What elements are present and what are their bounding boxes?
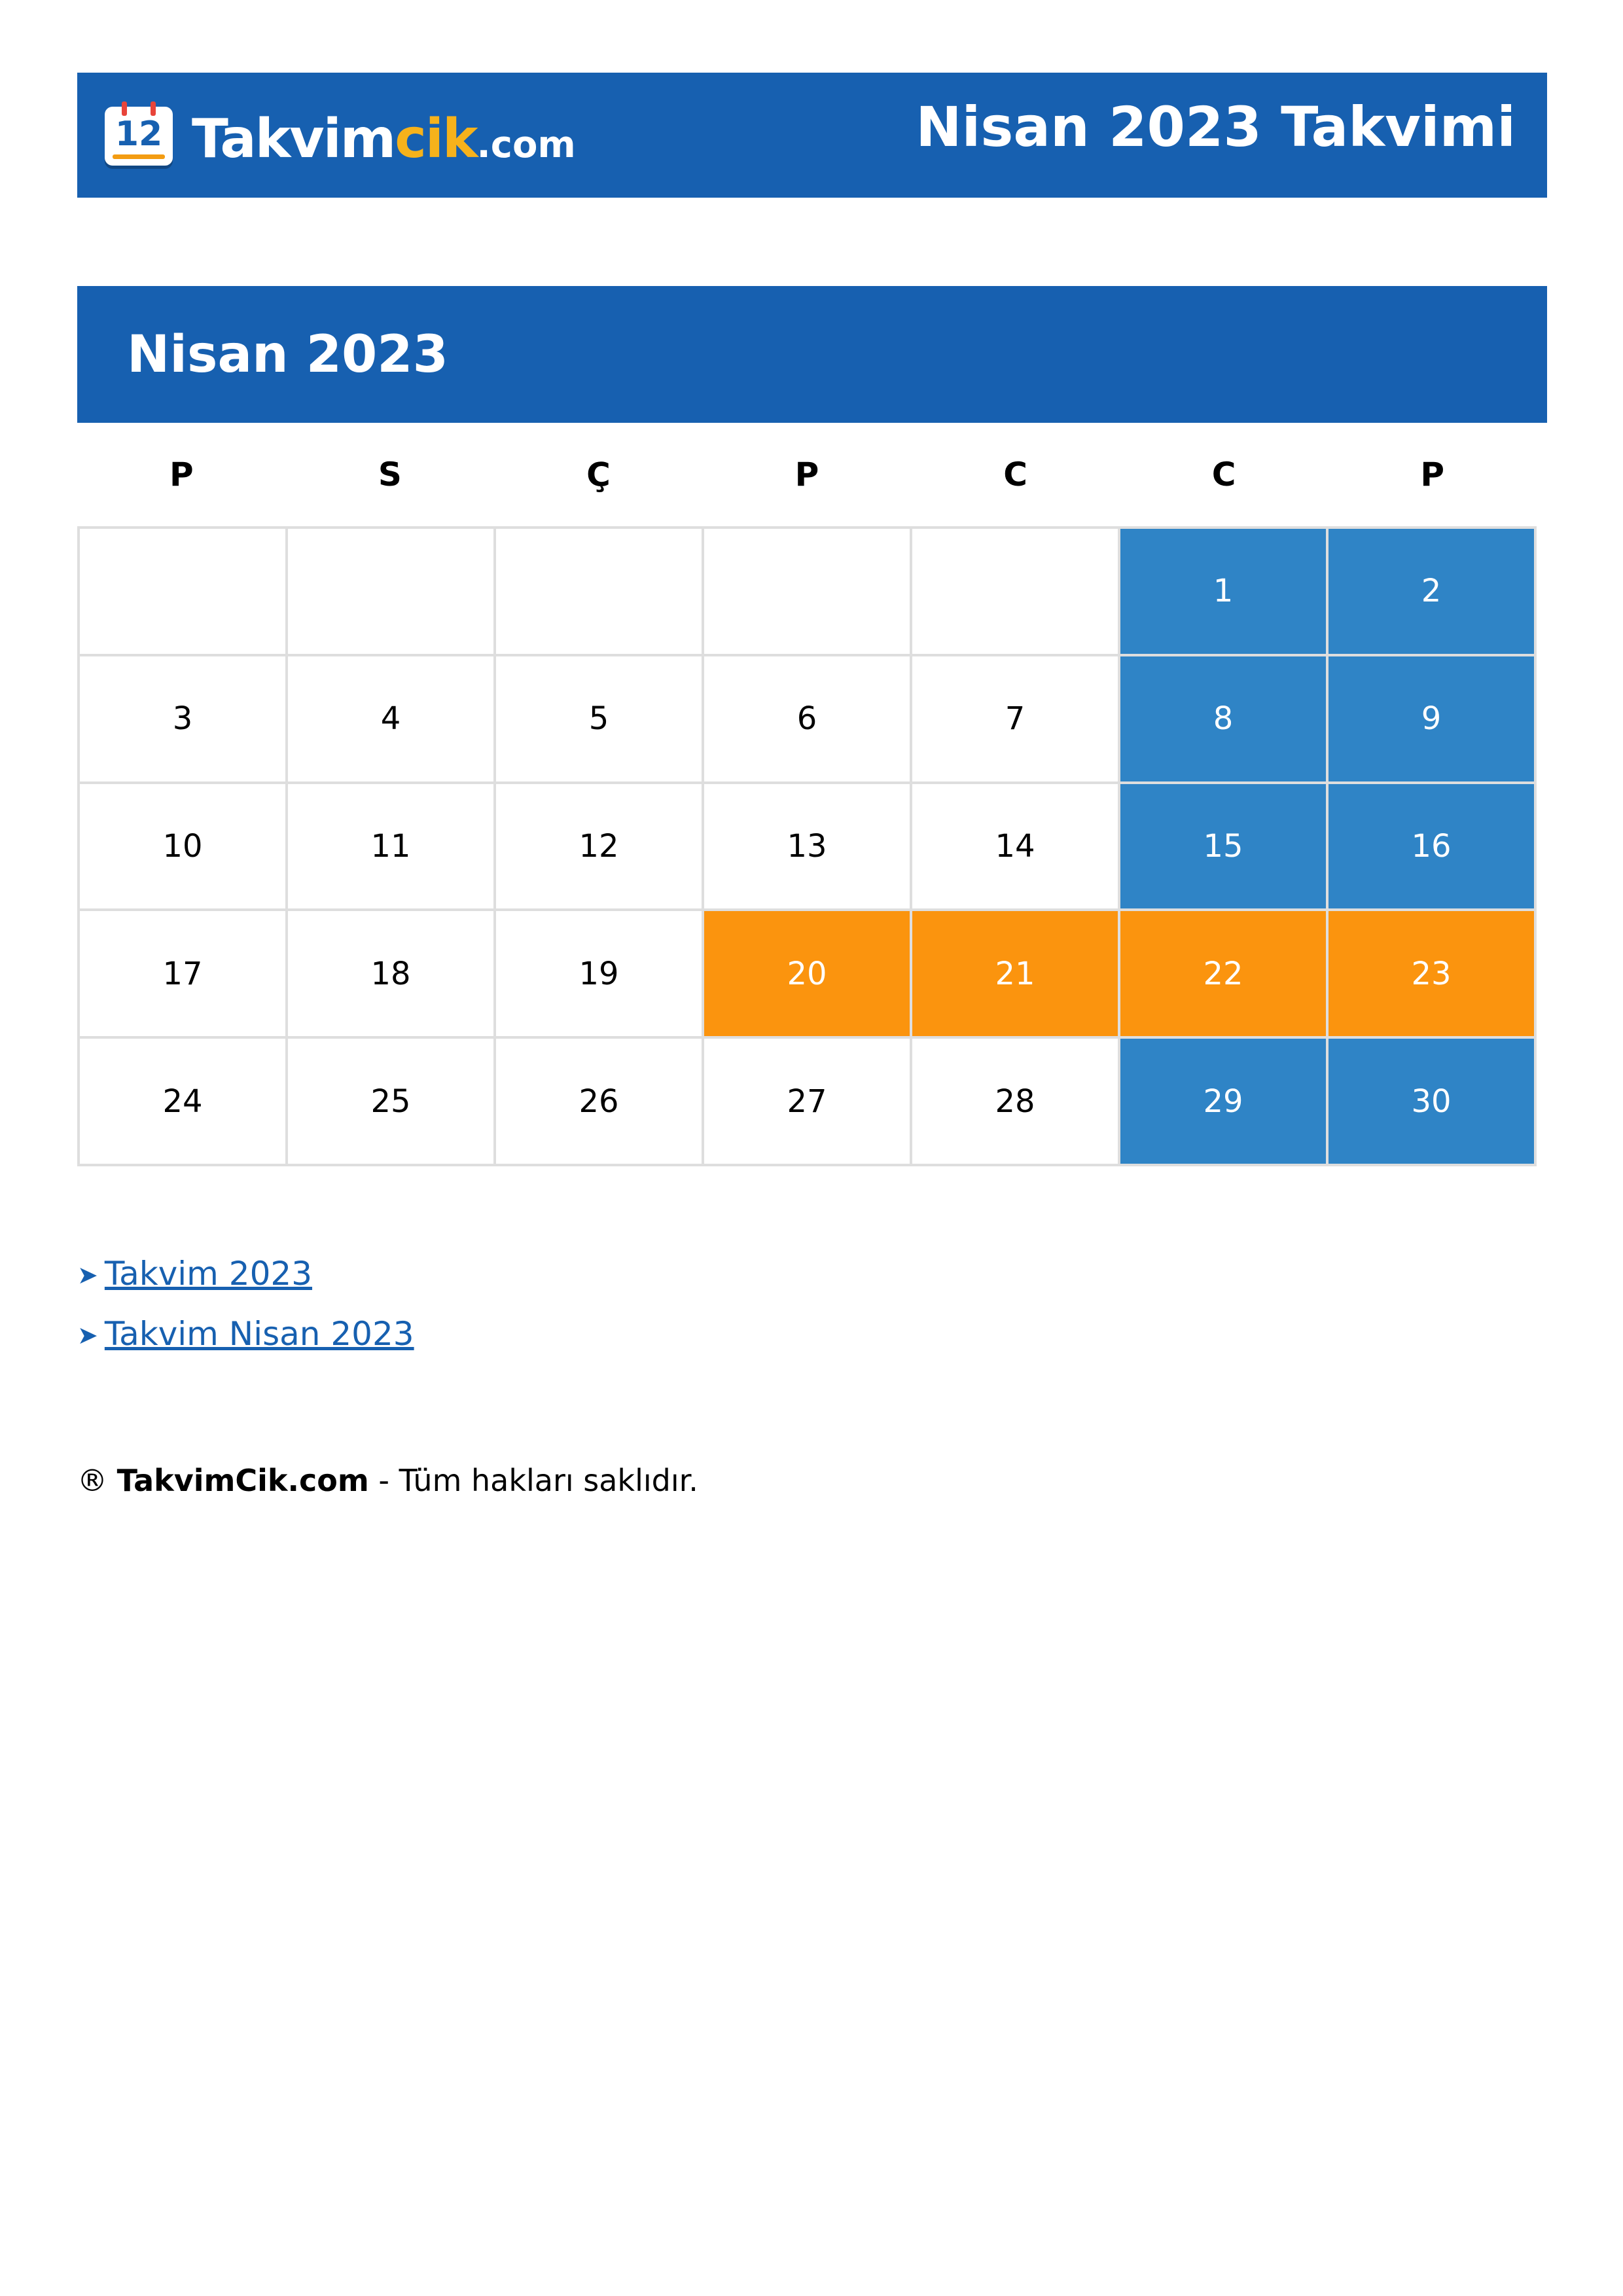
- month-banner: [77, 286, 1547, 423]
- weekday-label: P: [169, 456, 194, 493]
- empty-day-cell: [288, 529, 496, 656]
- day-cell[interactable]: 23: [1329, 911, 1537, 1039]
- empty-day-cell: [704, 529, 912, 656]
- day-cell[interactable]: 29: [1120, 1039, 1329, 1166]
- day-cell[interactable]: 13: [704, 784, 912, 912]
- day-cell[interactable]: 24: [80, 1039, 288, 1166]
- link-1[interactable]: Takvim 2023: [104, 1255, 313, 1293]
- day-cell[interactable]: 12: [496, 784, 704, 912]
- logo-text-accent: cik: [395, 108, 477, 170]
- calendar-grid: [77, 526, 1537, 1166]
- weekday-label: P: [794, 456, 819, 493]
- footer-text: - Tüm hakları saklıdır.: [378, 1463, 698, 1498]
- day-cell[interactable]: 2: [1329, 529, 1537, 656]
- arrow-icon: ➤: [77, 1321, 98, 1350]
- link-item: [77, 1244, 414, 1304]
- logo-text-tld: .com: [476, 124, 576, 166]
- day-cell[interactable]: 19: [496, 911, 704, 1039]
- day-cell[interactable]: 15: [1120, 784, 1329, 912]
- calendar-ring-right: [151, 101, 156, 116]
- day-cell[interactable]: 22: [1120, 911, 1329, 1039]
- site-logo[interactable]: [192, 107, 576, 172]
- day-cell[interactable]: 20: [704, 911, 912, 1039]
- day-cell[interactable]: 7: [912, 656, 1120, 784]
- day-cell[interactable]: 27: [704, 1039, 912, 1166]
- weekday-header-row: [77, 445, 1537, 504]
- related-links: [77, 1244, 414, 1364]
- day-cell[interactable]: 5: [496, 656, 704, 784]
- empty-day-cell: [912, 529, 1120, 656]
- logo-text-main: Takvim: [192, 108, 395, 170]
- page-title: Nisan 2023 Takvimi: [916, 95, 1516, 159]
- day-cell[interactable]: 11: [288, 784, 496, 912]
- weekday-label: C: [1211, 456, 1236, 493]
- day-cell[interactable]: 26: [496, 1039, 704, 1166]
- day-cell[interactable]: 10: [80, 784, 288, 912]
- day-cell[interactable]: 14: [912, 784, 1120, 912]
- registered-symbol: ®: [77, 1463, 107, 1498]
- day-cell[interactable]: 4: [288, 656, 496, 784]
- link-item: [77, 1304, 414, 1364]
- month-title: Nisan 2023: [127, 325, 448, 384]
- link-2[interactable]: Takvim Nisan 2023: [104, 1315, 414, 1353]
- calendar-ring-left: [122, 101, 127, 116]
- day-cell[interactable]: 1: [1120, 529, 1329, 656]
- day-cell[interactable]: 8: [1120, 656, 1329, 784]
- weekday-label: S: [378, 456, 402, 493]
- arrow-icon: ➤: [77, 1261, 98, 1289]
- site-header: [77, 73, 1547, 198]
- weekday-label: P: [1420, 456, 1445, 493]
- empty-day-cell: [496, 529, 704, 656]
- calendar-logo-icon[interactable]: [105, 107, 173, 166]
- day-cell[interactable]: 25: [288, 1039, 496, 1166]
- day-cell[interactable]: 9: [1329, 656, 1537, 784]
- day-cell[interactable]: 18: [288, 911, 496, 1039]
- footer: [77, 1454, 698, 1507]
- day-cell[interactable]: 30: [1329, 1039, 1537, 1166]
- empty-day-cell: [80, 529, 288, 656]
- day-cell[interactable]: 3: [80, 656, 288, 784]
- weekday-label: Ç: [586, 456, 611, 493]
- weekday-label: C: [1003, 456, 1027, 493]
- day-cell[interactable]: 16: [1329, 784, 1537, 912]
- day-cell[interactable]: 28: [912, 1039, 1120, 1166]
- day-cell[interactable]: 17: [80, 911, 288, 1039]
- footer-brand: TakvimCik.com: [116, 1463, 369, 1498]
- logo-icon-bar: [113, 154, 165, 159]
- logo-icon-number: 12: [115, 115, 163, 154]
- day-cell[interactable]: 6: [704, 656, 912, 784]
- day-cell[interactable]: 21: [912, 911, 1120, 1039]
